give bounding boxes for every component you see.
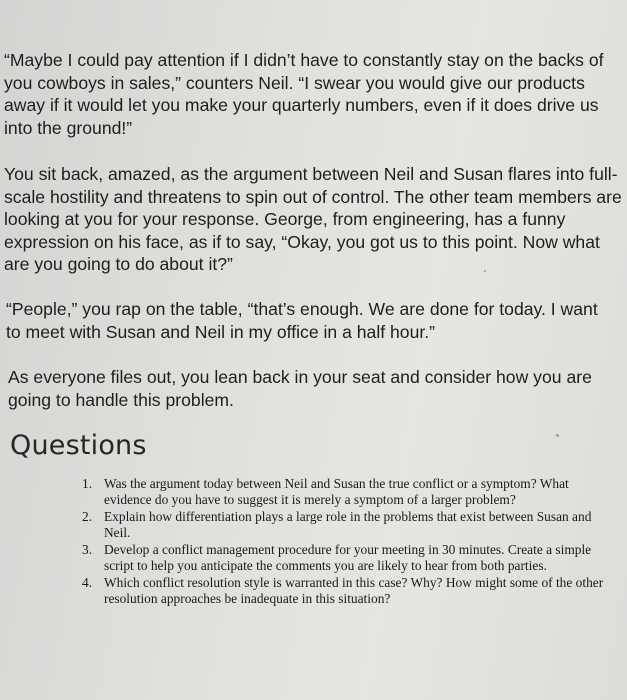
paragraph-everyone-files-out: As everyone files out, you lean back in your seat and consider how you are going to handle this problem. bbox=[8, 367, 592, 410]
paper-speck bbox=[556, 434, 559, 437]
question-item bbox=[76, 575, 606, 607]
questions-list bbox=[76, 476, 606, 608]
question-item bbox=[76, 509, 606, 541]
paper-speck bbox=[484, 270, 486, 272]
paragraph-people-quote: “People,” you rap on the table, “that’s enough. We are done for today. I want to meet with Susan and Neil in my office in a half hour.” bbox=[6, 299, 598, 342]
paragraph-neil-quote: “Maybe I could pay attention if I didn’t have to constantly stay on the backs of you cowboys in sales,” counters Neil. “I swear you would give our products away if it would let you make your quarterly numbers, even if it does drive us into the ground!” bbox=[4, 50, 604, 138]
question-item bbox=[76, 476, 606, 508]
question-text: Explain how differentiation plays a large role in the problems that exist between Susan and Neil. bbox=[104, 509, 592, 540]
question-text: Was the argument today between Neil and Susan the true conflict or a symptom? What evidence do you have to suggest it is merely a symptom of a larger problem? bbox=[104, 476, 569, 507]
question-text: Which conflict resolution style is warranted in this case? Why? How might some of the other resolution approaches be inadequate in this situation? bbox=[104, 575, 604, 606]
paragraph-argument-escalation: You sit back, amazed, as the argument between Neil and Susan flares into full-scale hostility and threatens to spin out of control. The other team members are looking at you for your response. George, from engineering, has a funny expression on his face, as if to say, “Okay, you got us to this point. Now what are you going to do about it?” bbox=[4, 164, 622, 275]
question-number: 4. bbox=[82, 575, 93, 590]
question-text: Develop a conflict management procedure for your meeting in 30 minutes. Create a simple script to help you anticipate the comments you are likely to hear from both parties. bbox=[104, 542, 592, 573]
question-number: 3. bbox=[82, 542, 93, 557]
questions-heading: Questions bbox=[10, 430, 147, 461]
question-number: 2. bbox=[82, 509, 93, 524]
question-number: 1. bbox=[82, 476, 93, 491]
question-item bbox=[76, 542, 606, 574]
